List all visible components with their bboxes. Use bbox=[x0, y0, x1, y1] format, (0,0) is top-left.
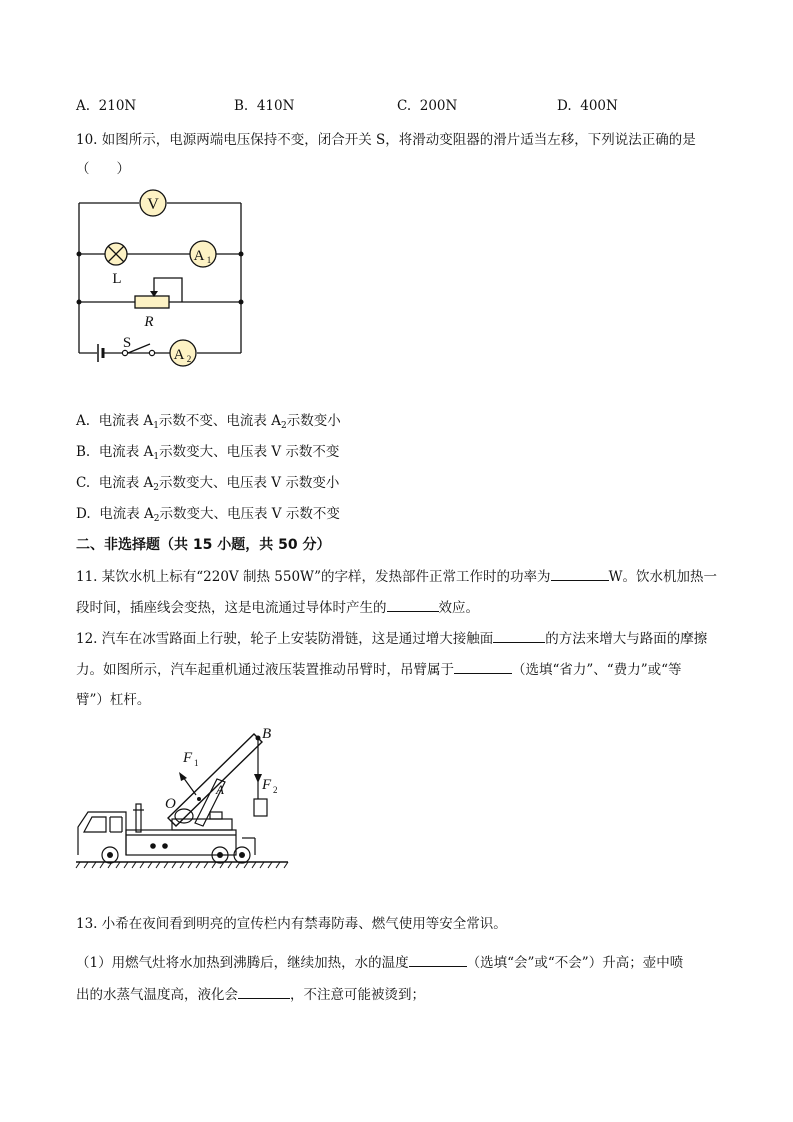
q9-option-c: C. 200N bbox=[397, 98, 458, 114]
crane-label-f2-sub: 2 bbox=[273, 785, 278, 795]
q10-option-b: B. 电流表 $A_1$示数变大、电压表 V 示数不变 bbox=[76, 444, 340, 462]
q13-part1-line-2: 出的水蒸气温度高，液化会 ，不注意可能被烫到； bbox=[76, 987, 425, 1003]
q9-option-d: D. 400N bbox=[557, 98, 618, 114]
q10-paren: （ ） bbox=[76, 161, 130, 177]
q13-stem: 13. 小希在夜间看到明亮的宣传栏内有禁毒防毒、燃气使用等安全常识。 bbox=[76, 916, 507, 932]
ammeter-a2-sub: 2 bbox=[186, 354, 192, 364]
q12-line-2: 力。如图所示，汽车起重机通过液压装置推动吊臂时，吊臂属于 （选填“省力”、“费力”或“等 bbox=[76, 662, 682, 678]
crane-label-o: O bbox=[165, 796, 176, 812]
q11-line-1: 11. 某饮水机上标有“220V 制热 550W”的字样，发热部件正常工作时的功率为 W。饮水机加热一 bbox=[76, 569, 717, 585]
ammeter-a2-label: A bbox=[173, 347, 185, 363]
ammeter-a1-sub: 1 bbox=[206, 255, 212, 265]
q12-blank-2[interactable] bbox=[454, 660, 512, 674]
q11-blank-2[interactable] bbox=[387, 598, 439, 612]
ammeter-a1-label: A bbox=[193, 248, 205, 264]
lamp-label: L bbox=[112, 271, 122, 287]
q11-blank-1[interactable] bbox=[551, 567, 609, 581]
voltmeter-label: V bbox=[147, 196, 159, 213]
q9-option-a: A. 210N bbox=[76, 98, 137, 114]
q10-circuit-diagram bbox=[66, 185, 256, 370]
q13-blank-2[interactable] bbox=[238, 985, 290, 999]
q10-option-c: C. 电流表 $A_2$示数变大、电压表 V 示数变小 bbox=[76, 475, 340, 493]
q13-part1-line-1: （1）用燃气灶将水加热到沸腾后，继续加热，水的温度 （选填“会”或“不会”）升高；壶中喷 bbox=[76, 955, 684, 971]
q12-line-1: 12. 汽车在冰雪路面上行驶，轮子上安装防滑链，这是通过增大接触面 的方法来增大与路面的摩擦 bbox=[76, 631, 708, 647]
q10-option-d: D. 电流表 $A_2$示数变大、电压表 V 示数不变 bbox=[76, 506, 340, 524]
crane-label-f1: F bbox=[183, 750, 193, 766]
crane-label-f2: F bbox=[262, 777, 272, 793]
q10-stem: 10. 如图所示，电源两端电压保持不变，闭合开关 S，将滑动变阻器的滑片适当左移，下列说法正确的是 bbox=[76, 132, 696, 148]
crane-label-f1-sub: 1 bbox=[194, 758, 199, 768]
crane-truck-diagram bbox=[70, 722, 300, 874]
q9-option-b: B. 410N bbox=[234, 98, 295, 114]
rheostat-label: R bbox=[144, 314, 154, 330]
crane-label-b: B bbox=[262, 726, 272, 742]
crane-label-a: A bbox=[216, 782, 224, 797]
q13-blank-1[interactable] bbox=[409, 953, 467, 967]
q10-option-a: A. 电流表 $A_1$示数不变、电流表 $A_2$示数变小 bbox=[76, 413, 341, 431]
q12-blank-1[interactable] bbox=[493, 629, 545, 643]
section-heading: 二、非选择题（共 15 小题，共 50 分） bbox=[76, 537, 331, 553]
q11-line-2: 段时间，插座线会变热，这是电流通过导体时产生的 效应。 bbox=[76, 600, 479, 616]
q12-line-3: 臂”）杠杆。 bbox=[76, 692, 151, 708]
switch-label: S bbox=[122, 335, 132, 351]
